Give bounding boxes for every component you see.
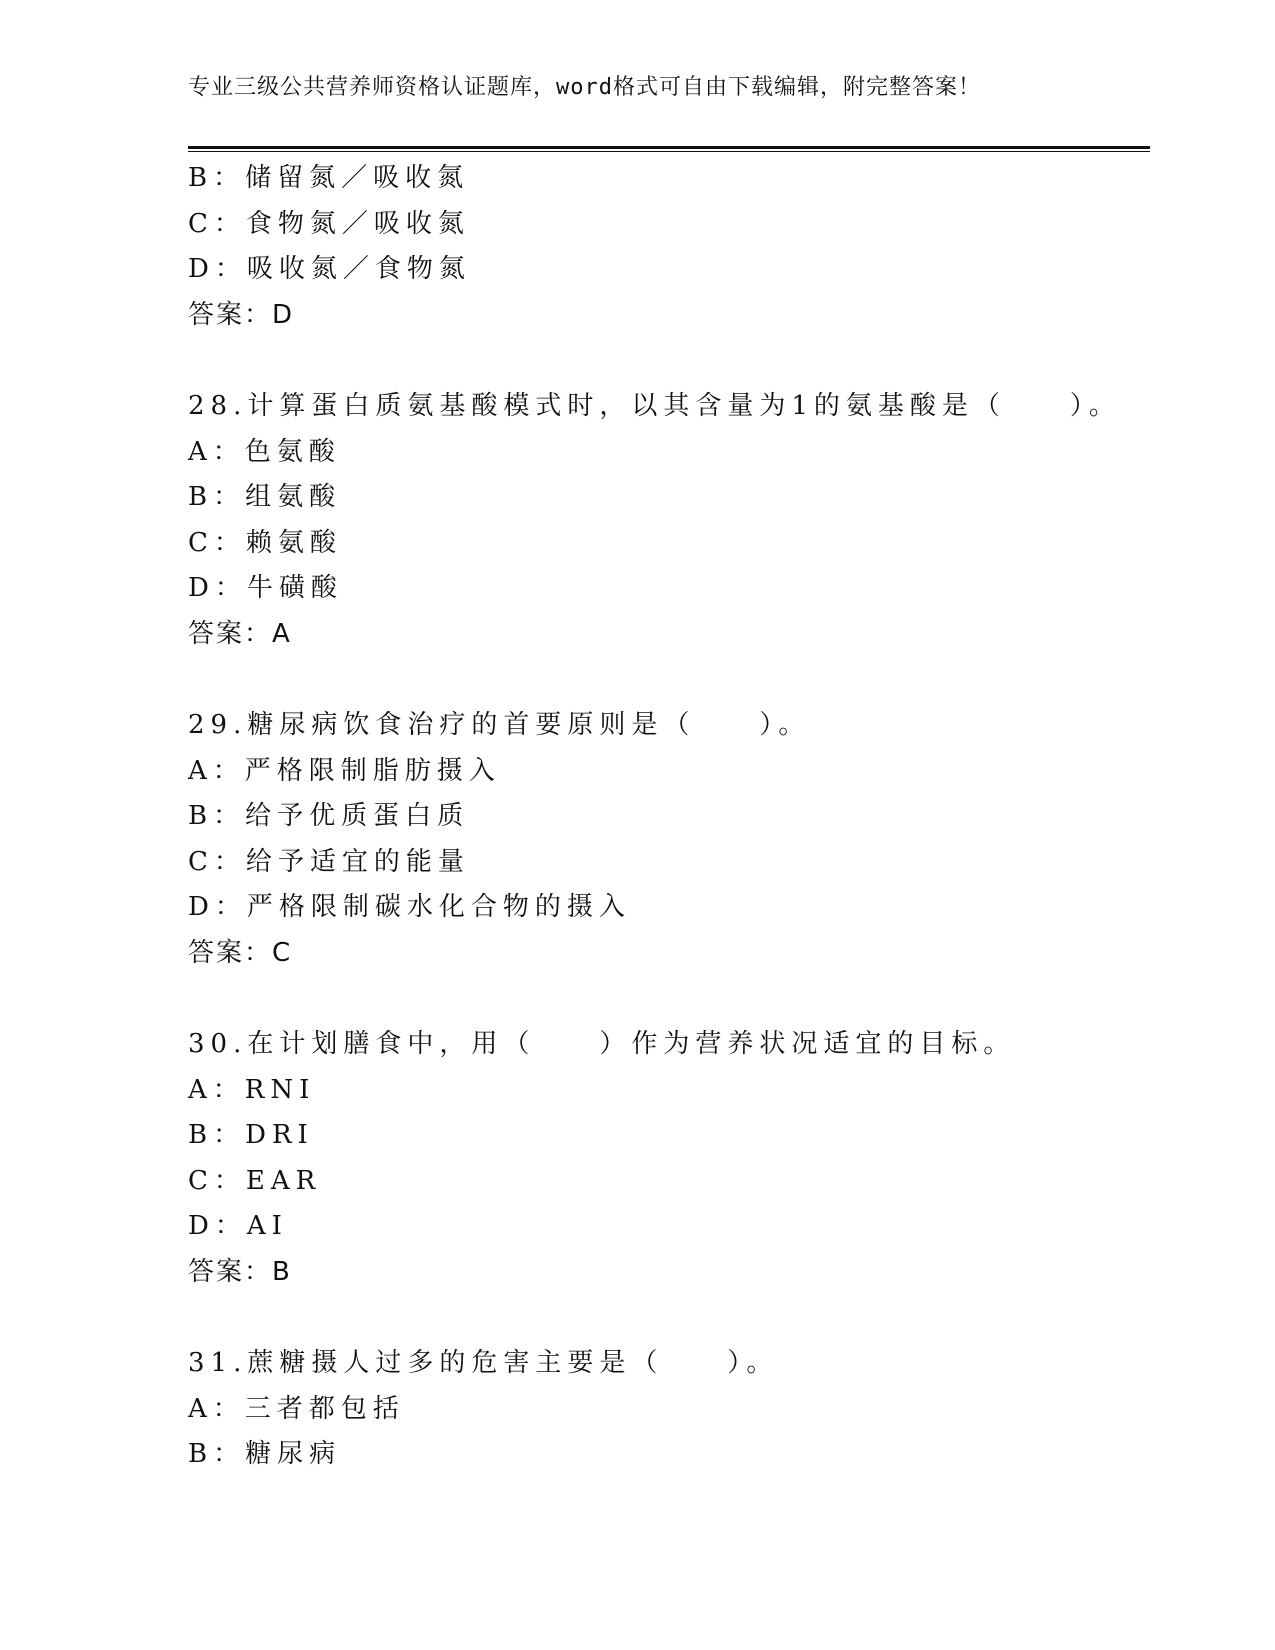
option-b: B：给予优质蛋白质 (188, 801, 470, 831)
option-c: C：EAR (188, 1165, 322, 1196)
option-a: A：RNI (188, 1074, 316, 1105)
option-d: D：牛磺酸 (188, 573, 343, 603)
answer-line: 答案：A (188, 618, 292, 649)
option-d: D：严格限制碳水化合物的摄入 (188, 892, 631, 922)
answer-line: 答案：B (188, 1256, 292, 1287)
header-rule-thick (188, 146, 1150, 149)
option-b: B：DRI (188, 1120, 314, 1150)
question-stem: 29.糖尿病饮食治疗的首要原则是（ ）。 (188, 710, 811, 740)
answer-line: 答案：D (188, 299, 295, 330)
option-c: C：赖氨酸 (188, 527, 342, 558)
option-d: D：吸收氮／食物氮 (188, 254, 471, 284)
option-b: B：储留氮／吸收氮 (188, 163, 470, 193)
document-body (188, 156, 1150, 1478)
option-b: B：组氨酸 (188, 482, 342, 512)
option-c: C：给予适宜的能量 (188, 846, 470, 877)
question-31 (188, 1341, 1150, 1478)
option-a: A：三者都包括 (188, 1393, 405, 1424)
question-27-continuation (188, 156, 1150, 338)
option-a: A：严格限制脂肪摄入 (188, 755, 501, 786)
option-c: C：食物氮／吸收氮 (188, 208, 470, 239)
option-b: B：糖尿病 (188, 1439, 342, 1469)
question-stem: 30.在计划膳食中，用（ ）作为营养状况适宜的目标。 (188, 1029, 1016, 1059)
question-stem: 31.蔗糖摄人过多的危害主要是（ ）。 (188, 1348, 779, 1378)
question-29 (188, 703, 1150, 976)
question-30 (188, 1022, 1150, 1295)
question-stem: 28.计算蛋白质氨基酸模式时，以其含量为1的氨基酸是（ ）。 (188, 391, 1121, 421)
header-rule-thin (188, 151, 1150, 152)
page-header: 专业三级公共营养师资格认证题库，word格式可自由下载编辑，附完整答案！ (188, 75, 981, 100)
option-a: A：色氨酸 (188, 436, 341, 467)
question-28 (188, 384, 1150, 657)
option-d: D：AI (188, 1211, 288, 1241)
answer-line: 答案：C (188, 937, 293, 968)
